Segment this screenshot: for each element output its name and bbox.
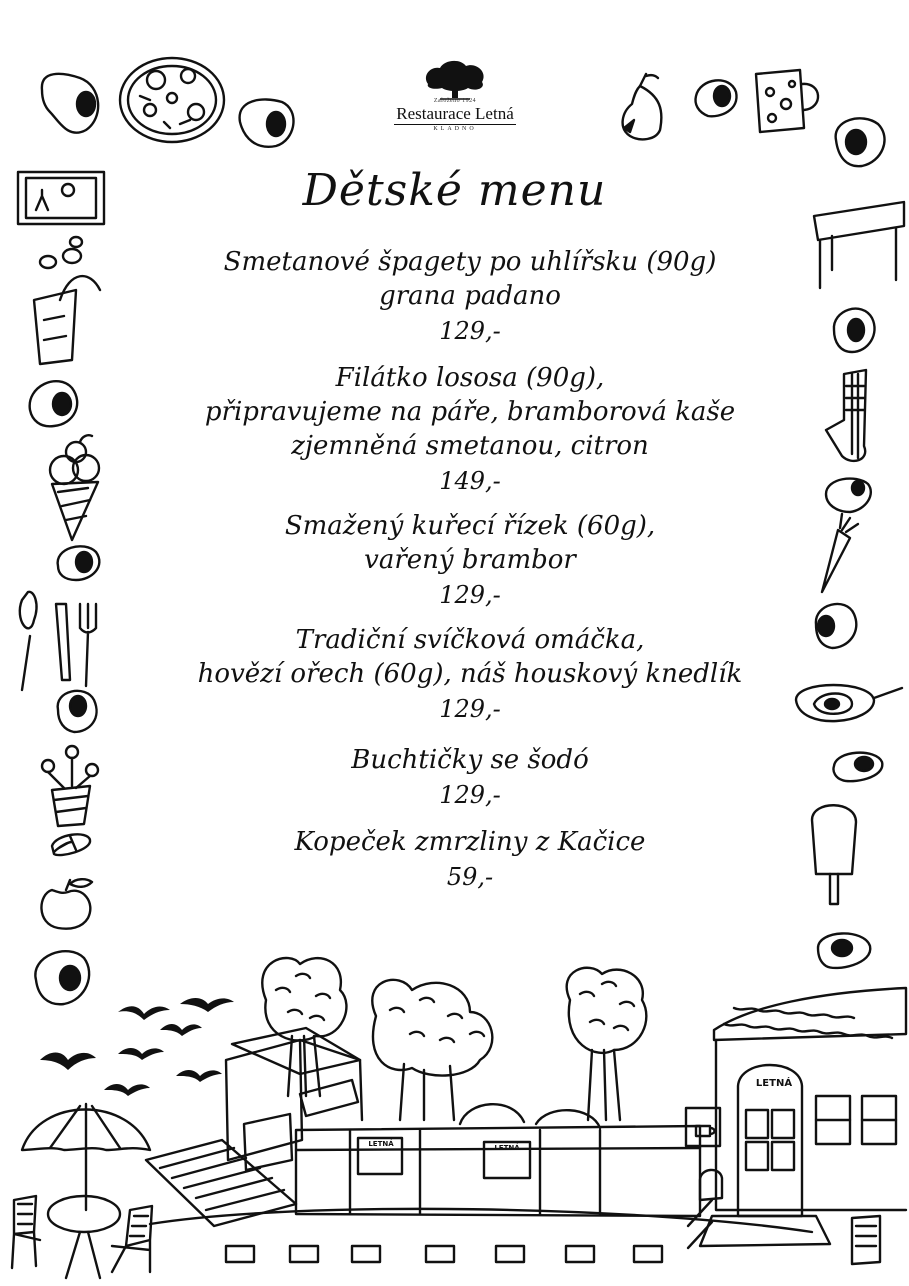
egg-icon (58, 691, 97, 732)
gate-sign-right: LETNÁ (494, 1144, 520, 1152)
menu-item-price: 129,- (439, 581, 501, 609)
mug-icon (756, 70, 818, 132)
logo-name: Restaurace Letná (396, 104, 514, 123)
grapes-icon (40, 237, 82, 268)
menu-item-price: 59,- (446, 863, 494, 891)
carrot-icon (822, 514, 858, 592)
menu-item-price: 129,- (439, 781, 501, 809)
ice-cream-icon (50, 435, 99, 540)
menu-item-price: 149,- (439, 467, 501, 495)
menu-item-line: Smetanové špagety po uhlířsku (90g) (223, 247, 717, 277)
menu-item-line: Tradiční svíčková omáčka, (295, 625, 645, 655)
sock-icon (826, 370, 866, 461)
egg-icon (833, 753, 882, 782)
egg-icon (58, 546, 100, 580)
menu-item (150, 245, 790, 347)
menu-item-line: grana padano (379, 281, 561, 311)
egg-icon (30, 381, 78, 426)
menu-item (150, 623, 790, 725)
tree-logo-icon (420, 58, 490, 100)
tree-icon (262, 958, 346, 1096)
menu-item-line: zjemněná smetanou, citron (291, 431, 649, 461)
gate-sign-left: LETNÁ (368, 1140, 394, 1148)
garden-wall (296, 1104, 700, 1216)
menu-item (150, 825, 790, 893)
tree-icon (567, 968, 647, 1120)
pill-icon (52, 834, 90, 855)
menu-item-line: připravujeme na páře, bramborová kaše (204, 397, 736, 427)
menu-item-line: Buchtičky se šodó (351, 745, 589, 775)
restaurant-logo (380, 58, 530, 132)
menu-item (150, 361, 790, 497)
frying-pan-icon (796, 685, 902, 721)
menu-title: Dětské menu (302, 165, 607, 216)
cutlery-icon (20, 592, 96, 690)
potato-icon (826, 479, 871, 512)
tree-icon (372, 980, 492, 1120)
menu-list (150, 245, 790, 893)
egg-icon (834, 309, 875, 352)
pizza-icon (120, 58, 224, 142)
restaurant-building (686, 988, 906, 1264)
popsicle-icon (812, 805, 856, 904)
menu-item-line: Filátko lososa (90g), (335, 363, 605, 393)
menu-item-price: 129,- (439, 695, 501, 723)
birds (40, 998, 234, 1096)
logo-established: Založeno 1924 (433, 98, 477, 104)
menu-item-line: hovězí ořech (60g), náš houskový knedlík (197, 659, 743, 689)
menu-item (150, 509, 790, 611)
egg-icon (42, 74, 98, 133)
egg-icon (836, 118, 885, 166)
pear-icon (623, 74, 662, 139)
drink-glass-icon (34, 276, 100, 364)
flower-pot-icon (42, 746, 98, 826)
egg-icon (35, 951, 89, 1004)
menu-item-line: Smažený kuřecí řízek (60g), (284, 511, 656, 541)
menu-item-line: Kopeček zmrzliny z Kačice (294, 827, 646, 857)
menu-item-line: vařený brambor (364, 545, 576, 575)
logo-city: KLADNO (433, 126, 477, 132)
menu-item (150, 743, 790, 811)
egg-icon (818, 933, 870, 968)
egg-icon (240, 99, 294, 146)
menu-item-price: 129,- (439, 317, 501, 345)
egg-icon (816, 604, 856, 648)
building-sign: LETNÁ (755, 1078, 793, 1089)
chair-icon (112, 1206, 152, 1272)
egg-icon (696, 80, 737, 116)
parasol-icon (22, 1104, 150, 1278)
chair-icon (12, 1196, 40, 1268)
apple-icon (41, 879, 92, 928)
